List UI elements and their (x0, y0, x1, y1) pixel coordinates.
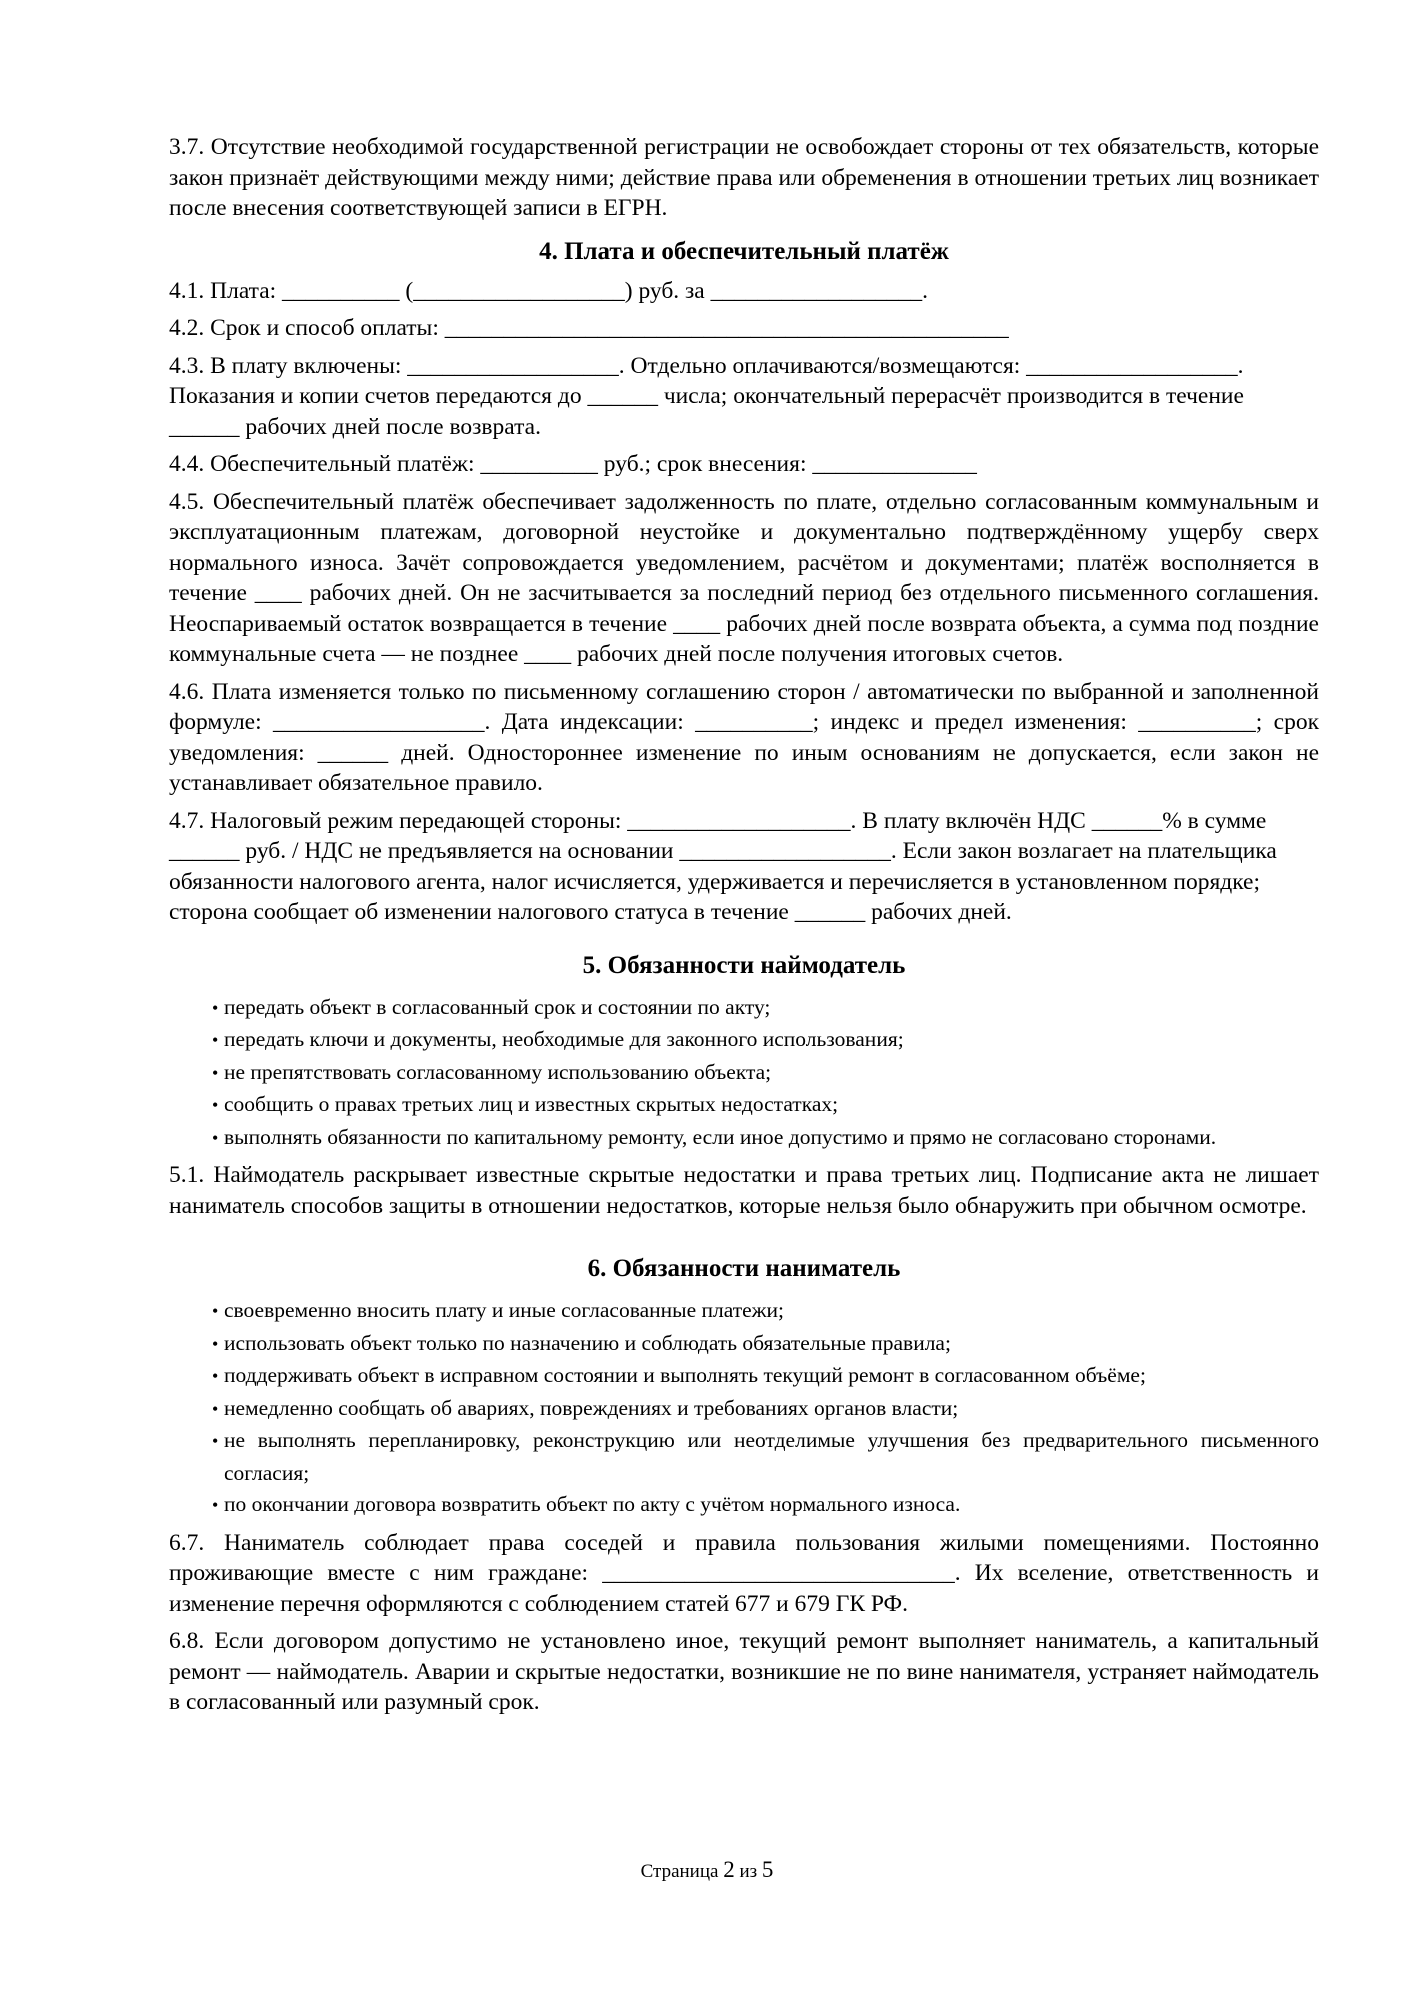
page-content (169, 132, 1319, 1725)
list-item: • сообщить о правах третьих лиц и известных скрытых недостатках; (169, 1089, 1319, 1122)
clause-4-7: 4.7. Налоговый режим передающей стороны: ___________________. В плату включён НДС ______% в сумме ______ руб. / НДС не предъявляется на основании __________________. Если закон возлагает на плательщика обязанности налогового агента, налог исчисляется, удерживается и перечисляется в установленном порядке; сторона сообщает об изменении налогового статуса в течение ______ рабочих дней. (169, 807, 1277, 925)
page-number: 2 (723, 1857, 735, 1882)
list-item: • по окончании договора возвратить объект по акту с учётом нормального износа. (169, 1489, 1319, 1522)
clause-4-1: 4.1. Плата: __________ (__________________) руб. за __________________. (169, 277, 928, 304)
section-5-heading: 5. Обязанности наймодатель (582, 951, 906, 979)
clause-4-6: 4.6. Плата изменяется только по письменному соглашению сторон / автоматически по выбранной и заполненной формуле: __________________. Дата индексации: __________; индекс и предел изменения: __________; срок уведомления: ______ дней. Одностороннее изменение по иным основаниям не допускается, если закон не устанавливает обязательное правило. (169, 678, 1319, 796)
clause-4-3: 4.3. В плату включены: __________________. Отдельно оплачиваются/возмещаются: __________________. Показания и копии счетов передаются до ______ числа; окончательный перерасчёт производится в течение ______ рабочих дней после возврата. (169, 352, 1244, 440)
bullet-icon: • (212, 1495, 219, 1515)
list-item: • передать объект в согласованный срок и состоянии по акту; (169, 992, 1319, 1025)
tenant-duties-list (169, 1295, 1319, 1522)
bullet-icon: • (212, 1030, 219, 1050)
clause-4-5: 4.5. Обеспечительный платёж обеспечивает задолженность по плате, отдельно согласованным коммунальным и эксплуатационным платежам, договорной неустойке и документально подтверждённому ущербу сверх нормального износа. Зачёт сопровождается уведомлением, расчётом и документами; платёж восполняется в течение ____ рабочих дней. Он не засчитывается за последний период без отдельного письменного соглашения. Неоспариваемый остаток возвращается в течение ____ рабочих дней после возврата объекта, а сумма под поздние коммунальные счета — не позднее ____ рабочих дней после получения итоговых счетов. (169, 488, 1319, 667)
bullet-icon: • (212, 1333, 219, 1354)
section-6-heading: 6. Обязанности наниматель (587, 1255, 901, 1282)
bullet-icon: • (212, 1301, 219, 1321)
clause-6-7: 6.7. Наниматель соблюдает права соседей и правила пользования жилыми помещениями. Постоянно проживающие вместе с ним граждане: ______________________________. Их вселение, ответственность и изменение перечня оформляются с соблюдением статей 677 и 679 ГК РФ. (169, 1529, 1319, 1617)
list-item: • передать ключи и документы, необходимые для законного использования; (169, 1024, 1319, 1057)
page-footer (0, 1857, 1414, 1883)
list-item: • не выполнять перепланировку, реконструкцию или неотделимые улучшения без предварительного письменного согласия; (212, 1428, 1319, 1485)
section-4-heading: 4. Плата и обеспечительный платёж (539, 237, 949, 265)
bullet-icon: • (212, 1062, 219, 1083)
page-label: Страница (640, 1861, 719, 1882)
bullet-icon: • (212, 1127, 219, 1148)
clause-3-7: 3.7. Отсутствие необходимой государственной регистрации не освобождает стороны от тех обязательств, которые закон признаёт действующими между ними; действие права или обременения в отношении третьих лиц возникает после внесения соответствующей записи в ЕГРН. (169, 134, 1319, 221)
list-item: • использовать объект только по назначению и соблюдать обязательные правила; (169, 1328, 1319, 1361)
bullet-icon: • (212, 1366, 219, 1386)
list-item: • немедленно сообщать об авариях, повреждениях и требованиях органов власти; (169, 1393, 1319, 1426)
page-of-label: из (739, 1861, 758, 1882)
bullet-icon: • (212, 1431, 219, 1451)
landlord-duties-list (169, 992, 1319, 1155)
clause-5-1: 5.1. Наймодатель раскрывает известные скрытые недостатки и права третьих лиц. Подписание акта не лишает наниматель способов защиты в отношении недостатков, которые нельзя было обнаружить при обычном осмотре. (169, 1162, 1319, 1219)
list-item: • поддерживать объект в исправном состоянии и выполнять текущий ремонт в согласованном объёме; (169, 1360, 1319, 1393)
clause-4-4: 4.4. Обеспечительный платёж: __________ руб.; срок внесения: ______________ (169, 451, 977, 477)
clause-4-2: 4.2. Срок и способ оплаты: ________________________________________________ (169, 315, 1009, 341)
page-total: 5 (761, 1857, 774, 1882)
list-item: • выполнять обязанности по капитальному ремонту, если иное допустимо и прямо не согласовано сторонами. (169, 1122, 1319, 1155)
list-item: • не препятствовать согласованному использованию объекта; (169, 1057, 1319, 1090)
list-item: • своевременно вносить плату и иные согласованные платежи; (169, 1295, 1319, 1328)
bullet-icon: • (212, 1398, 219, 1419)
bullet-icon: • (212, 1095, 219, 1115)
clause-6-8: 6.8. Если договором допустимо не установлено иное, текущий ремонт выполняет наниматель, а капитальный ремонт — наймодатель. Аварии и скрытые недостатки, возникшие не по вине нанимателя, устраняет наймодатель в согласованный или разумный срок. (169, 1628, 1319, 1715)
bullet-icon: • (212, 997, 219, 1018)
